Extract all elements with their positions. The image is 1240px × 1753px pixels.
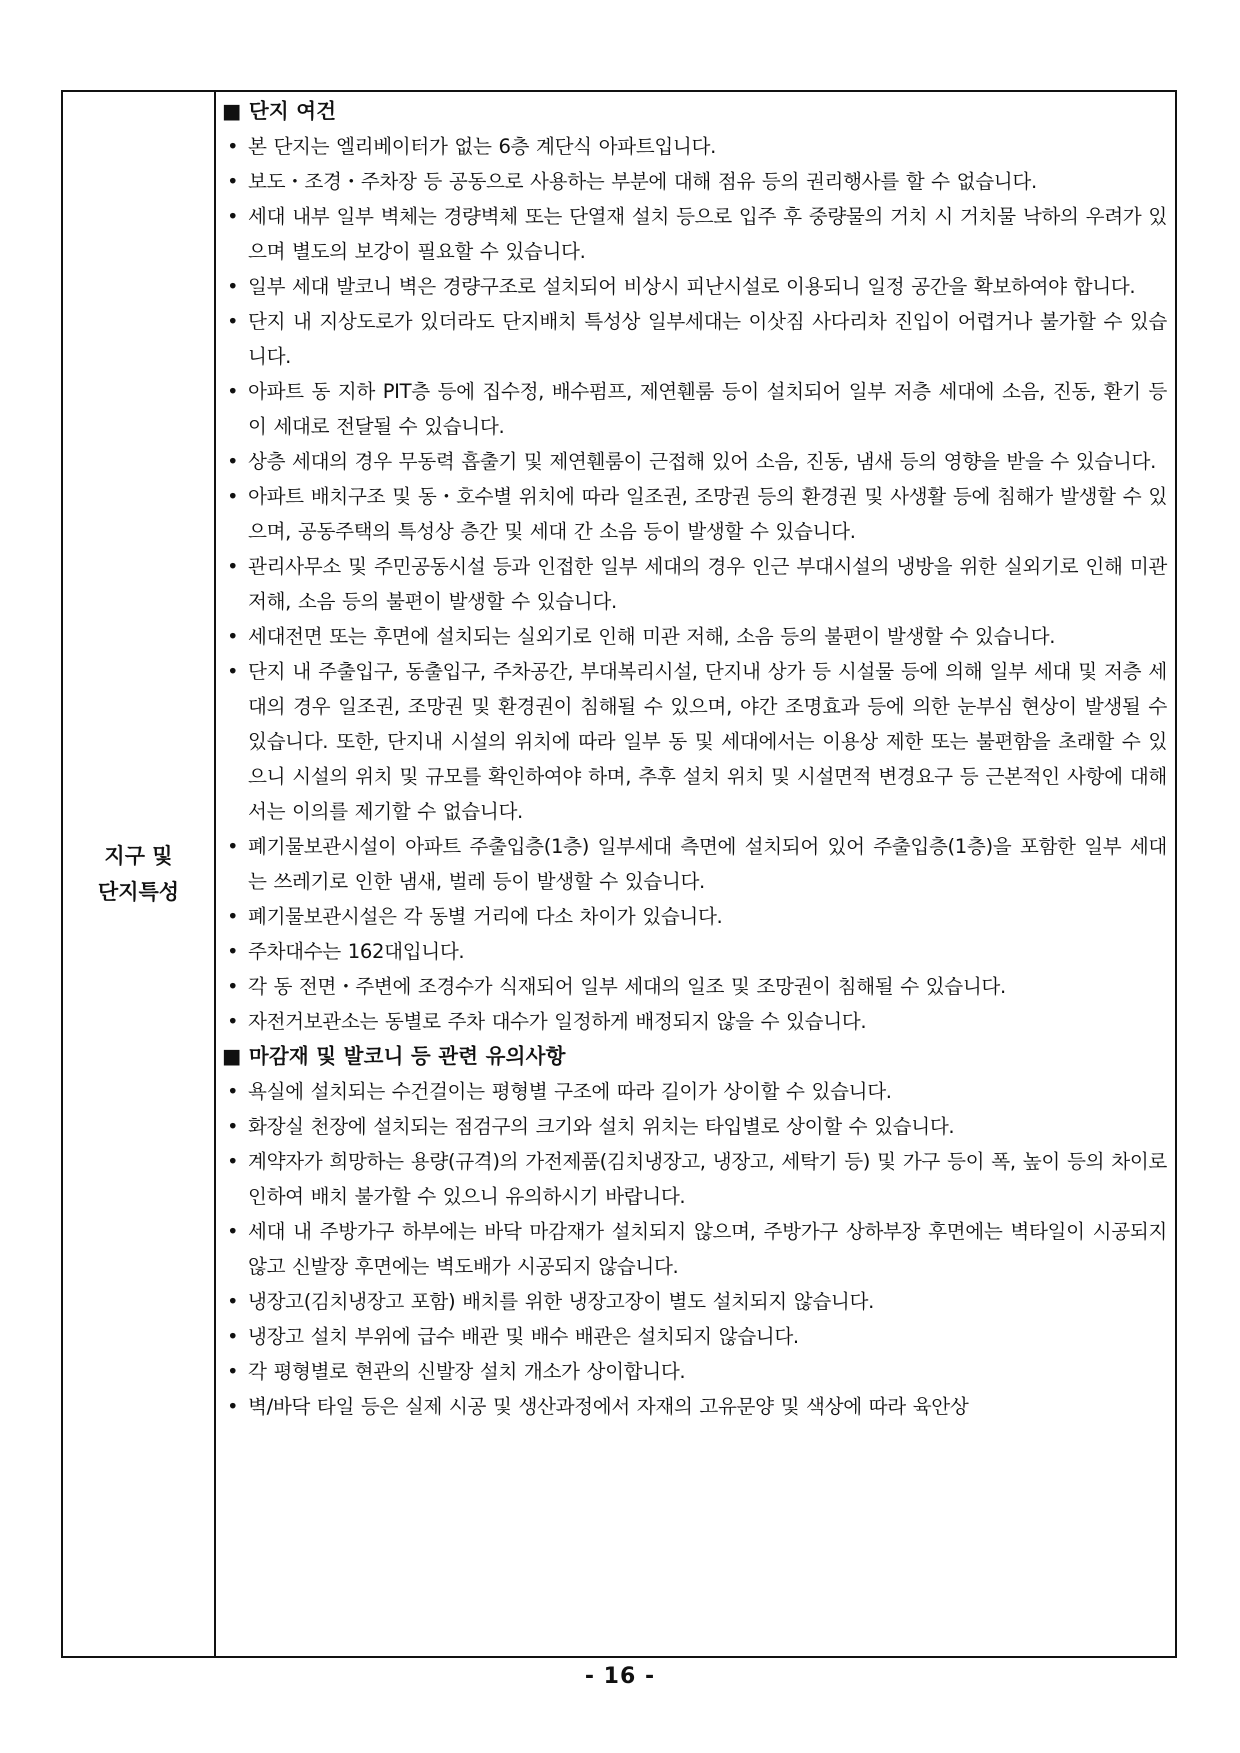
list-item: • 주차대수는 162대입니다.	[222, 934, 1167, 969]
list-item: • 화장실 천장에 설치되는 점검구의 크기와 설치 위치는 타입별로 상이할 수 있습니다.	[222, 1109, 1167, 1144]
list-item: • 벽/바닥 타일 등은 실제 시공 및 생산과정에서 자재의 고유문양 및 색상에 따라 육안상	[222, 1389, 1167, 1424]
list-item: • 아파트 배치구조 및 동・호수별 위치에 따라 일조권, 조망권 등의 환경권 및 사생활 등에 침해가 발생할 수 있으며, 공동주택의 특성상 층간 및 세대 간 소음 등이 발생할 수 있습니다.	[222, 479, 1167, 549]
list-item: • 세대전면 또는 후면에 설치되는 실외기로 인해 미관 저해, 소음 등의 불편이 발생할 수 있습니다.	[222, 619, 1167, 654]
category-label	[79, 838, 199, 910]
list-item: • 폐기물보관시설이 아파트 주출입층(1층) 일부세대 측면에 설치되어 있어 주출입층(1층)을 포함한 일부 세대는 쓰레기로 인한 냄새, 벌레 등이 발생할 수 있습니다.	[222, 829, 1167, 899]
list-item: • 각 동 전면・주변에 조경수가 식재되어 일부 세대의 일조 및 조망권이 침해될 수 있습니다.	[222, 969, 1167, 1004]
list-item: • 세대 내 주방가구 하부에는 바닥 마감재가 설치되지 않으며, 주방가구 상하부장 후면에는 벽타일이 시공되지 않고 신발장 후면에는 벽도배가 시공되지 않습니다.	[222, 1214, 1167, 1284]
list-item: • 냉장고(김치냉장고 포함) 배치를 위한 냉장고장이 별도 설치되지 않습니다.	[222, 1284, 1167, 1319]
content-cell	[216, 92, 1175, 1656]
category-label-line2: 단지특성	[97, 880, 180, 904]
list-item: • 보도・조경・주차장 등 공동으로 사용하는 부분에 대해 점유 등의 권리행사를 할 수 없습니다.	[222, 164, 1167, 199]
category-label-line1: 지구 및	[104, 844, 173, 868]
list-item: • 각 평형별로 현관의 신발장 설치 개소가 상이합니다.	[222, 1354, 1167, 1389]
section-heading-complex: ■ 단지 여건	[222, 99, 337, 123]
list-item: • 상층 세대의 경우 무동력 흡출기 및 제연휀룸이 근접해 있어 소음, 진동, 냄새 등의 영향을 받을 수 있습니다.	[222, 444, 1167, 479]
list-item: • 본 단지는 엘리베이터가 없는 6층 계단식 아파트입니다.	[222, 129, 1167, 164]
list-item: • 자전거보관소는 동별로 주차 대수가 일정하게 배정되지 않을 수 있습니다.	[222, 1004, 1167, 1039]
section-heading-finishes: ■ 마감재 및 발코니 등 관련 유의사항	[222, 1044, 566, 1068]
category-cell	[63, 92, 216, 1656]
list-item: • 단지 내 주출입구, 동출입구, 주차공간, 부대복리시설, 단지내 상가 등 시설물 등에 의해 일부 세대 및 저층 세대의 경우 일조권, 조망권 및 환경권이 침해될 수 있으며, 야간 조명효과 등에 의한 눈부심 현상이 발생될 수 있습니다. 또한, 단지내 시설의 위치에 따라 일부 동 및 세대에서는 이용상 제한 또는 불편함을 초래할 수 있으니 시설의 위치 및 규모를 확인하여야 하며, 추후 설치 위치 및 시설면적 변경요구 등 근본적인 사항에 대해서는 이의를 제기할 수 없습니다.	[222, 654, 1167, 829]
list-item: • 일부 세대 발코니 벽은 경량구조로 설치되어 비상시 피난시설로 이용되니 일정 공간을 확보하여야 합니다.	[222, 269, 1167, 304]
list-item: • 관리사무소 및 주민공동시설 등과 인접한 일부 세대의 경우 인근 부대시설의 냉방을 위한 실외기로 인해 미관 저해, 소음 등의 불편이 발생할 수 있습니다.	[222, 549, 1167, 619]
page-number: - 16 -	[584, 1664, 656, 1689]
list-item: • 세대 내부 일부 벽체는 경량벽체 또는 단열재 설치 등으로 입주 후 중량물의 거치 시 거치물 낙하의 우려가 있으며 별도의 보강이 필요할 수 있습니다.	[222, 199, 1167, 269]
list-item: • 아파트 동 지하 PIT층 등에 집수정, 배수펌프, 제연휀룸 등이 설치되어 일부 저층 세대에 소음, 진동, 환기 등이 세대로 전달될 수 있습니다.	[222, 374, 1167, 444]
list-item: • 단지 내 지상도로가 있더라도 단지배치 특성상 일부세대는 이삿짐 사다리차 진입이 어렵거나 불가할 수 있습니다.	[222, 304, 1167, 374]
list-item: • 폐기물보관시설은 각 동별 거리에 다소 차이가 있습니다.	[222, 899, 1167, 934]
list-item: • 욕실에 설치되는 수건걸이는 평형별 구조에 따라 길이가 상이할 수 있습니다.	[222, 1074, 1167, 1109]
notice-table	[61, 90, 1177, 1658]
list-item: • 냉장고 설치 부위에 급수 배관 및 배수 배관은 설치되지 않습니다.	[222, 1319, 1167, 1354]
list-item: • 계약자가 희망하는 용량(규격)의 가전제품(김치냉장고, 냉장고, 세탁기 등) 및 가구 등이 폭, 높이 등의 차이로 인하여 배치 불가할 수 있으니 유의하시기 바랍니다.	[222, 1144, 1167, 1214]
